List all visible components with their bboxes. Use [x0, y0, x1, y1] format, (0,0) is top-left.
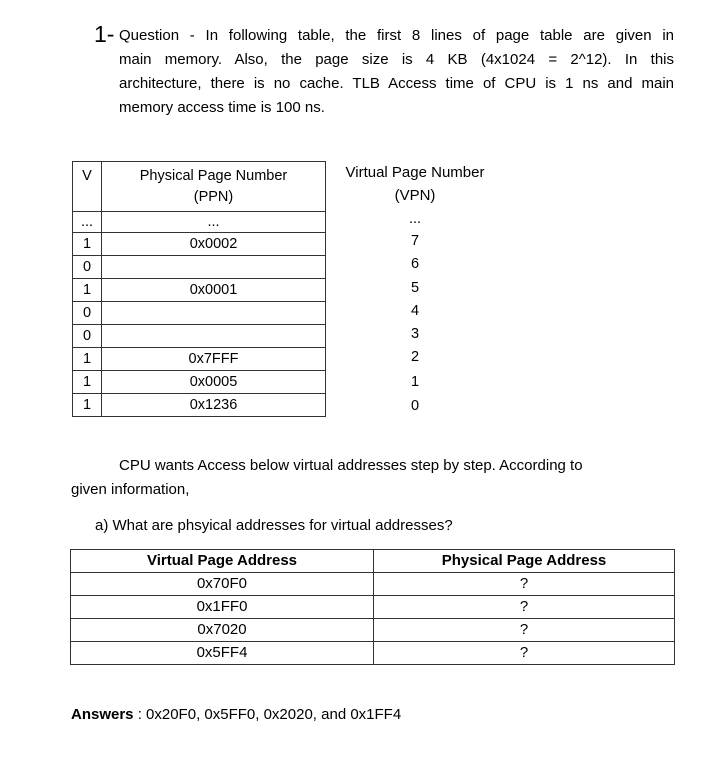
part-a-question: a) What are phsyical addresses for virtual addresses? — [95, 517, 453, 534]
page-table-row — [73, 302, 326, 325]
vpn-ellipsis: ... — [408, 211, 422, 227]
vpn-value: 4 — [410, 303, 420, 319]
cpu-text-line-1: CPU wants Access below virtual addresses step by step. According to — [119, 457, 583, 474]
ppn-cell: ... — [102, 212, 326, 233]
physical-address-header: Physical Page Address — [374, 550, 675, 573]
ppn-cell — [102, 256, 326, 279]
answers-line — [71, 704, 401, 726]
page-table-row-ellipsis — [73, 212, 326, 233]
ppn-cell: 0x0002 — [102, 233, 326, 256]
virtual-address-header: Virtual Page Address — [71, 550, 374, 573]
vpn-header-title: Virtual Page Number — [345, 164, 485, 181]
address-table-row — [71, 596, 675, 619]
page-table-row — [73, 394, 326, 417]
valid-bit-cell: 1 — [73, 394, 102, 417]
ppn-cell: 0x0001 — [102, 279, 326, 302]
ppn-header — [102, 162, 326, 212]
vpn-value: 5 — [410, 280, 420, 296]
vpn-value: 1 — [410, 374, 420, 390]
address-table-row — [71, 573, 675, 596]
valid-bit-header: V — [73, 162, 102, 212]
valid-bit-cell: 1 — [73, 233, 102, 256]
ppn-cell — [102, 325, 326, 348]
physical-address-cell: ? — [374, 642, 675, 665]
vpn-header — [327, 161, 503, 207]
page-table-row — [73, 279, 326, 302]
physical-address-cell: ? — [374, 573, 675, 596]
question-line-2: main memory. Also, the page size is 4 KB (4x1024 = 2^12). In this — [119, 51, 674, 68]
page-table-row — [73, 371, 326, 394]
vpn-value: 0 — [410, 398, 420, 414]
address-table-row — [71, 642, 675, 665]
valid-bit-cell: 1 — [73, 348, 102, 371]
ppn-header-abbr: (PPN) — [193, 188, 234, 205]
virtual-address-cell: 0x1FF0 — [71, 596, 374, 619]
valid-bit-cell: 1 — [73, 371, 102, 394]
ppn-cell — [102, 302, 326, 325]
vpn-value: 2 — [410, 349, 420, 365]
vpn-value: 7 — [410, 233, 420, 249]
page-table-row — [73, 325, 326, 348]
vpn-value: 3 — [410, 326, 420, 342]
question-line-1: Question - In following table, the first 8 lines of page table are given in — [119, 27, 674, 44]
ppn-cell: 0x0005 — [102, 371, 326, 394]
address-table-row — [71, 619, 675, 642]
page-table-row — [73, 256, 326, 279]
question-number: 1- — [94, 21, 115, 47]
vpn-value: 6 — [410, 256, 420, 272]
page-table — [72, 161, 326, 417]
answers-label: Answers — [71, 706, 134, 723]
valid-bit-cell: 1 — [73, 279, 102, 302]
page-table-row — [73, 233, 326, 256]
ppn-cell: 0x7FFF — [102, 348, 326, 371]
virtual-address-cell: 0x5FF4 — [71, 642, 374, 665]
virtual-address-cell: 0x70F0 — [71, 573, 374, 596]
address-table-header — [71, 550, 675, 573]
question-line-3: architecture, there is no cache. TLB Access time of CPU is 1 ns and main — [119, 75, 674, 92]
answers-text: : 0x20F0, 0x5FF0, 0x2020, and 0x1FF4 — [133, 706, 402, 723]
valid-bit-cell: 0 — [73, 256, 102, 279]
valid-bit-cell: 0 — [73, 302, 102, 325]
cpu-text-line-2: given information, — [71, 481, 190, 498]
vpn-header-abbr: (VPN) — [394, 187, 436, 204]
question-line-4: memory access time is 100 ns. — [119, 99, 325, 116]
valid-bit-cell: ... — [73, 212, 102, 233]
ppn-header-title: Physical Page Number — [139, 167, 288, 184]
valid-bit-cell: 0 — [73, 325, 102, 348]
physical-address-cell: ? — [374, 596, 675, 619]
virtual-address-cell: 0x7020 — [71, 619, 374, 642]
page-table-row — [73, 348, 326, 371]
page-table-header — [73, 162, 326, 212]
address-table — [70, 549, 675, 665]
ppn-cell: 0x1236 — [102, 394, 326, 417]
physical-address-cell: ? — [374, 619, 675, 642]
